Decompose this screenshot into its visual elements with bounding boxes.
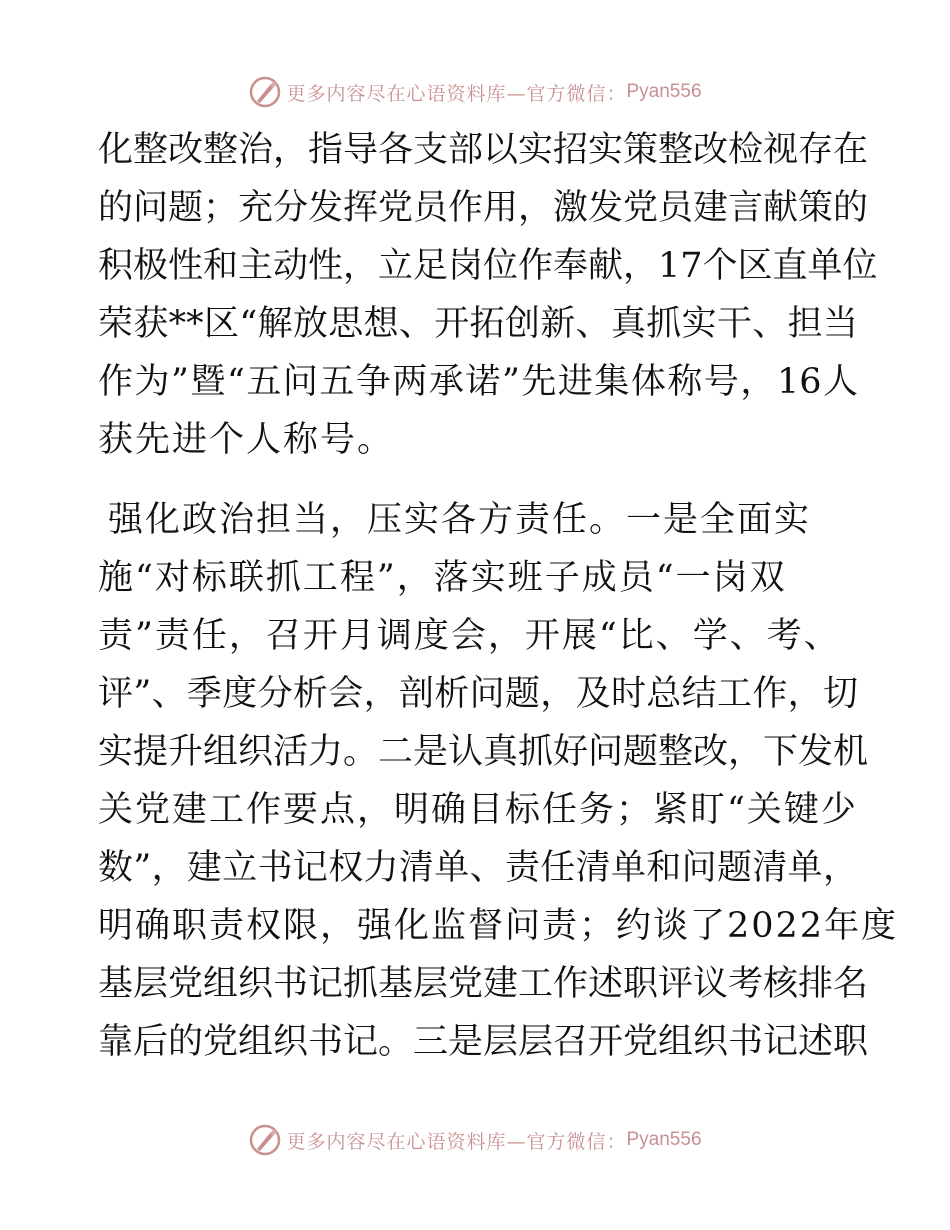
text-line: 作为”暨“五问五争两承诺”先进集体称号，16人 [98,362,858,402]
text-line: 施“对标联抓工程”，落实班子成员“一岗双 [98,558,787,598]
watermark-wechat-id: Pyan556 [626,81,702,102]
text-line: 实提升组织活力。二是认真抓好问题整改，下发机 [98,732,869,772]
text-line: 评”、季度分析会，剖析问题，及时总结工作，切 [98,674,858,714]
paragraph-2 [98,491,899,1071]
watermark-text: 更多内容尽在心语资料库—官方微信： [286,82,627,105]
text-line: 获先进个人称号。 [98,420,395,460]
text-line: 关党建工作要点，明确目标任务；紧盯“关键少 [98,790,858,830]
paragraph-1 [98,121,878,469]
text-line: 数”，建立书记权力清单、责任清单和问题清单， [98,848,858,888]
text-line: 明确职责权限，强化监督问责；约谈了2022年度 [98,906,899,946]
text-line: 责”责任，召开月调度会，开展“比、学、考、 [98,616,841,656]
footer-watermark [0,1120,950,1160]
document-body [98,121,899,1071]
text-line: 积极性和主动性，立足岗位作奉献，17个区直单位 [98,246,878,286]
pen-logo-icon [248,75,282,109]
watermark-wechat-id: Pyan556 [626,1129,702,1150]
text-line: 荣获**区“解放思想、开拓创新、真抓实干、担当 [98,304,858,344]
header-watermark [0,72,950,112]
text-line: 强化政治担当，压实各方责任。一是全面实 [108,500,812,540]
watermark-text: 更多内容尽在心语资料库—官方微信： [286,1130,627,1153]
text-line: 的问题；充分发挥党员作用，激发党员建言献策的 [98,188,869,228]
pen-logo-icon [248,1123,282,1157]
text-line: 基层党组织书记抓基层党建工作述职评议考核排名 [98,964,869,1004]
text-line: 化整改整治，指导各支部以实招实策整改检视存在 [98,130,869,170]
text-line: 靠后的党组织书记。三是层层召开党组织书记述职 [98,1022,869,1062]
